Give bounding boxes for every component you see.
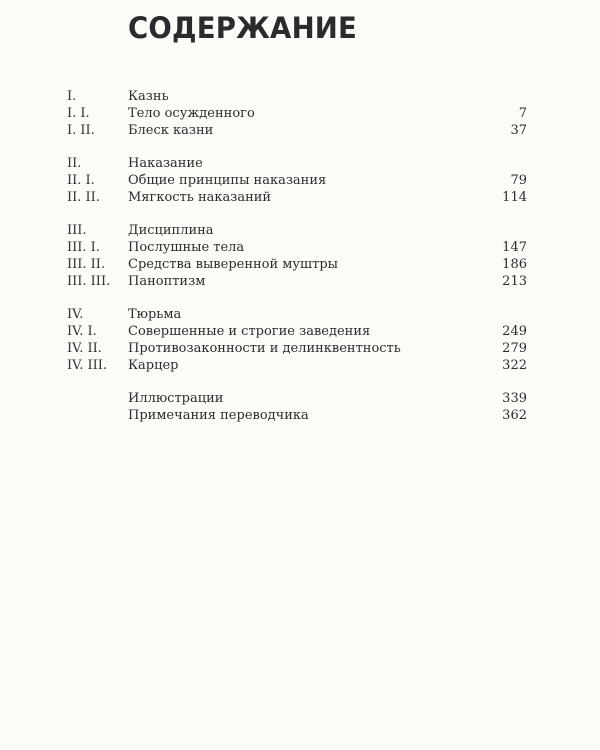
toc-entry[interactable] bbox=[67, 273, 527, 290]
chapter-number: I. I. bbox=[67, 106, 90, 121]
toc-entry[interactable] bbox=[67, 172, 527, 189]
page-number: 186 bbox=[502, 257, 527, 272]
chapter-number: IV. I. bbox=[67, 324, 97, 339]
toc-entry[interactable] bbox=[67, 390, 527, 407]
chapter-number: I. II. bbox=[67, 123, 95, 138]
toc-section-1 bbox=[67, 88, 527, 139]
chapter-title: Мягкость наказаний bbox=[128, 190, 272, 205]
toc-entry[interactable] bbox=[67, 357, 527, 374]
chapter-number: IV. II. bbox=[67, 341, 102, 356]
toc-part-heading[interactable] bbox=[67, 306, 527, 323]
chapter-number: III. II. bbox=[67, 257, 106, 272]
toc-section-3 bbox=[67, 222, 527, 290]
part-title: Дисциплина bbox=[128, 223, 214, 238]
chapter-number: II. I. bbox=[67, 173, 95, 188]
toc-part-heading[interactable] bbox=[67, 222, 527, 239]
chapter-title: Паноптизм bbox=[128, 274, 206, 289]
part-number: III. bbox=[67, 223, 87, 238]
toc-entry[interactable] bbox=[67, 340, 527, 357]
chapter-title: Совершенные и строгие заведения bbox=[128, 324, 371, 339]
page-number: 79 bbox=[510, 173, 527, 188]
toc-entry[interactable] bbox=[67, 256, 527, 273]
part-title: Тюрьма bbox=[128, 307, 182, 322]
toc-entry[interactable] bbox=[67, 407, 527, 424]
appendix-title: Иллюстрации bbox=[128, 391, 224, 406]
chapter-title: Противозаконности и делинквентность bbox=[128, 341, 401, 356]
toc-part-heading[interactable] bbox=[67, 155, 527, 172]
toc-part-heading[interactable] bbox=[67, 88, 527, 105]
page-number: 147 bbox=[502, 240, 527, 255]
appendix-title: Примечания переводчика bbox=[128, 408, 309, 423]
toc-appendix bbox=[67, 390, 527, 424]
toc-entry[interactable] bbox=[67, 122, 527, 139]
chapter-title: Тело осужденного bbox=[128, 106, 255, 121]
chapter-number: IV. III. bbox=[67, 358, 108, 373]
page-number: 339 bbox=[502, 391, 527, 406]
part-number: II. bbox=[67, 156, 82, 171]
chapter-title: Средства выверенной муштры bbox=[128, 257, 338, 272]
toc-entry[interactable] bbox=[67, 105, 527, 122]
page-number: 279 bbox=[502, 341, 527, 356]
page-number: 362 bbox=[502, 408, 527, 423]
page-title: СОДЕРЖАНИЕ bbox=[128, 11, 358, 45]
page-number: 7 bbox=[518, 106, 527, 121]
chapter-title: Общие принципы наказания bbox=[128, 173, 327, 188]
chapter-number: III. I. bbox=[67, 240, 100, 255]
toc-entry[interactable] bbox=[67, 189, 527, 206]
chapter-number: II. II. bbox=[67, 190, 100, 205]
page-number: 213 bbox=[502, 274, 527, 289]
page-number: 114 bbox=[502, 190, 527, 205]
page-number: 322 bbox=[502, 358, 527, 373]
chapter-title: Карцер bbox=[128, 358, 179, 373]
page-number: 37 bbox=[510, 123, 527, 138]
toc-entry[interactable] bbox=[67, 323, 527, 340]
toc-section-2 bbox=[67, 155, 527, 206]
part-title: Казнь bbox=[128, 89, 169, 104]
chapter-title: Послушные тела bbox=[128, 240, 245, 255]
toc-section-4 bbox=[67, 306, 527, 374]
part-title: Наказание bbox=[128, 156, 203, 171]
page-number: 249 bbox=[502, 324, 527, 339]
chapter-title: Блеск казни bbox=[128, 123, 214, 138]
part-number: I. bbox=[67, 89, 77, 104]
chapter-number: III. III. bbox=[67, 274, 111, 289]
part-number: IV. bbox=[67, 307, 84, 322]
toc-entry[interactable] bbox=[67, 239, 527, 256]
table-of-contents bbox=[67, 88, 527, 440]
